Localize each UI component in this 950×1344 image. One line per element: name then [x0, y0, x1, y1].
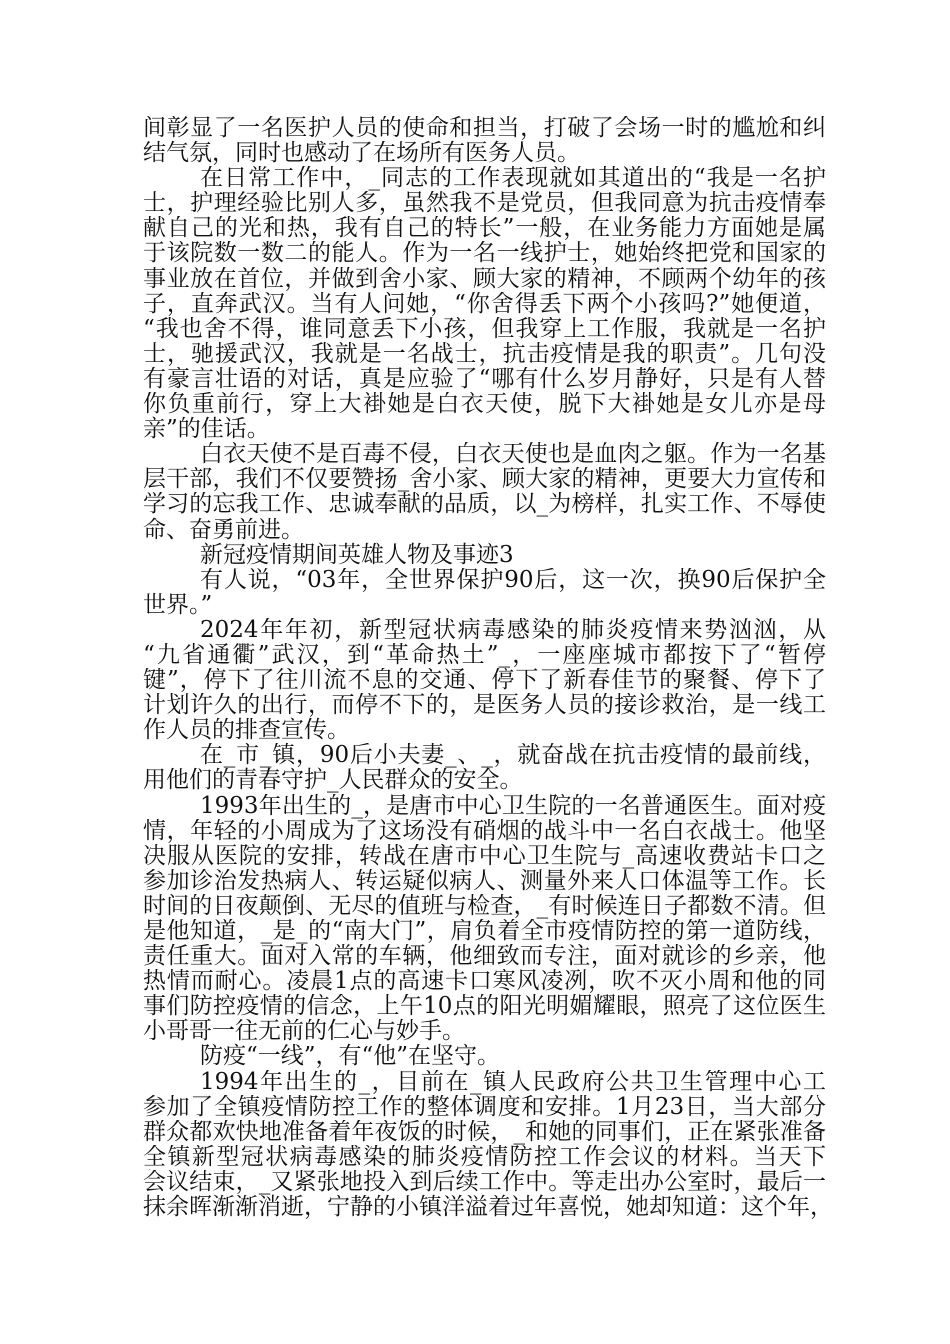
- text-line: 献自己的光和热，我有自己的特长”一般，在业务能力方面她是属: [143, 216, 826, 242]
- text-line: 事们防控疫情的信念，上午10点的阳光明媚耀眼，照亮了这位医生: [143, 994, 826, 1020]
- text-line: 防疫“一线”，有“他”在坚守。: [200, 1043, 501, 1070]
- paragraph: [143, 543, 826, 568]
- text-line: 热情而耐心。凌晨1点的高速卡口寒风凌冽，吹不灭小周和他的同: [143, 969, 826, 995]
- paragraph: [143, 116, 826, 166]
- text-line: 作人员的排查宣传。: [143, 717, 350, 744]
- text-line: 用他们的青春守护_人民群众的安全。: [143, 767, 523, 794]
- paragraph: [143, 743, 826, 793]
- text-line: 全镇新型冠状病毒感染的肺炎疫情防控工作会议的材料。当天下: [143, 1144, 826, 1170]
- text-line: 子，直奔武汉。当有人问她，“你舍得丢下两个小孩吗?”她便道，: [143, 291, 826, 317]
- paragraph: [143, 568, 826, 618]
- text-line: 在日常工作中，_同志的工作表现就如其道出的“我是一名护: [200, 166, 826, 192]
- text-line: 会议结束，_又紧张地投入到后续工作中。等走出办公室时，最后一: [143, 1169, 826, 1195]
- paragraph: [143, 442, 826, 542]
- text-line: “九省通衢”武汉，到“革命热土”_，一座座城市都按下了“暂停: [143, 642, 826, 668]
- text-line: 1994年出生的_，目前在_镇人民政府公共卫生管理中心工: [200, 1069, 826, 1095]
- text-line: 2024年年初，新型冠状病毒感染的肺炎疫情来势汹汹，从: [200, 617, 826, 643]
- text-line: 键”，停下了往川流不息的交通、停下了新春佳节的聚餐、停下了: [143, 668, 826, 694]
- text-line: 小哥哥一往无前的仁心与妙手。: [143, 1018, 465, 1045]
- text-line: 决服从医院的安排，转战在唐市中心卫生院与_高速收费站卡口之: [143, 843, 826, 869]
- text-line: 学习的忘我工作、忠诚奉献的品质，以_为榜样，扎实工作、不辱使: [143, 492, 826, 518]
- text-line: 事业放在首位，并做到舍小家、顾大家的精神，不顾两个幼年的孩: [143, 266, 826, 292]
- paragraph: [143, 794, 826, 1045]
- text-line: 层干部，我们不仅要赞扬_舍小家、顾大家的精神，更要大力宣传和: [143, 467, 826, 493]
- text-line: 间彰显了一名医护人员的使命和担当，打破了会场一时的尴尬和纠: [143, 116, 826, 141]
- paragraph: [143, 1044, 826, 1069]
- text-line: 时间的日夜颠倒、无尽的值班与检查，_有时候连日子都数不清。但: [143, 893, 826, 919]
- text-line: 群众都欢快地准备着年夜饭的时候，_和她的同事们，正在紧张准备: [143, 1119, 826, 1145]
- text-line: 于该院数一数二的能人。作为一名一线护士，她始终把党和国家的: [143, 241, 826, 267]
- text-line: 责任重大。面对入常的车辆，他细致而专注，面对就诊的乡亲，他: [143, 944, 826, 970]
- text-line: 结气氛，同时也感动了在场所有医务人员。: [143, 140, 580, 167]
- text-line: 世界。”: [143, 591, 213, 618]
- text-line: 抹余晖渐渐消逝，宁静的小镇洋溢着过年喜悦，她却知道：这个年，: [143, 1194, 833, 1221]
- text-line: 有人说，“03年，全世界保护90后，这一次，换90后保护全: [200, 567, 826, 593]
- text-line: 你负重前行，穿上大褂她是白衣天使，脱下大褂她是女儿亦是母: [143, 392, 826, 418]
- text-line: 计划许久的出行，而停不下的，是医务人员的接诊救治，是一线工: [143, 693, 826, 719]
- text-line: 白衣天使不是百毒不侵，白衣天使也是血肉之躯。作为一名基: [200, 442, 826, 468]
- text-line: 1993年出生的_，是唐市中心卫生院的一名普通医生。面对疫: [200, 793, 826, 819]
- paragraph: [143, 1069, 833, 1221]
- text-line: 新冠疫情期间英雄人物及事迹3: [200, 541, 514, 568]
- text-line: 士，驰援武汉，我就是一名战士，抗击疫情是我的职责”。几句没: [143, 341, 826, 367]
- text-line: “我也舍不得，谁同意丢下小孩，但我穿上工作服，我就是一名护: [143, 316, 826, 342]
- text-line: 在_市_镇，90后小夫妻_、_，就奋战在抗击疫情的最前线，: [200, 743, 826, 769]
- text-line: 士，护理经验比别人多，虽然我不是党员，但我同意为抗击疫情奉: [143, 191, 826, 217]
- text-line: 是他知道，_是_的“南大门”，肩负着全市疫情防控的第一道防线，: [143, 919, 826, 944]
- text-line: 有豪言壮语的对话，真是应验了“哪有什么岁月静好，只是有人替: [143, 366, 826, 392]
- text-line: 情，年轻的小周成为了这场没有硝烟的战斗中一名白衣战士。他坚: [143, 818, 826, 844]
- text-line: 参加了全镇疫情防控工作的整体调度和安排。1月23日，当大部分: [143, 1094, 826, 1120]
- text-line: 亲”的佳话。: [143, 416, 270, 443]
- paragraph: [143, 618, 826, 743]
- text-line: 命、奋勇前进。: [143, 516, 304, 543]
- document-body: [143, 116, 833, 1221]
- text-line: 参加诊治发热病人、转运疑似病人、测量外来人口体温等工作。长: [143, 868, 826, 894]
- paragraph: [143, 166, 826, 442]
